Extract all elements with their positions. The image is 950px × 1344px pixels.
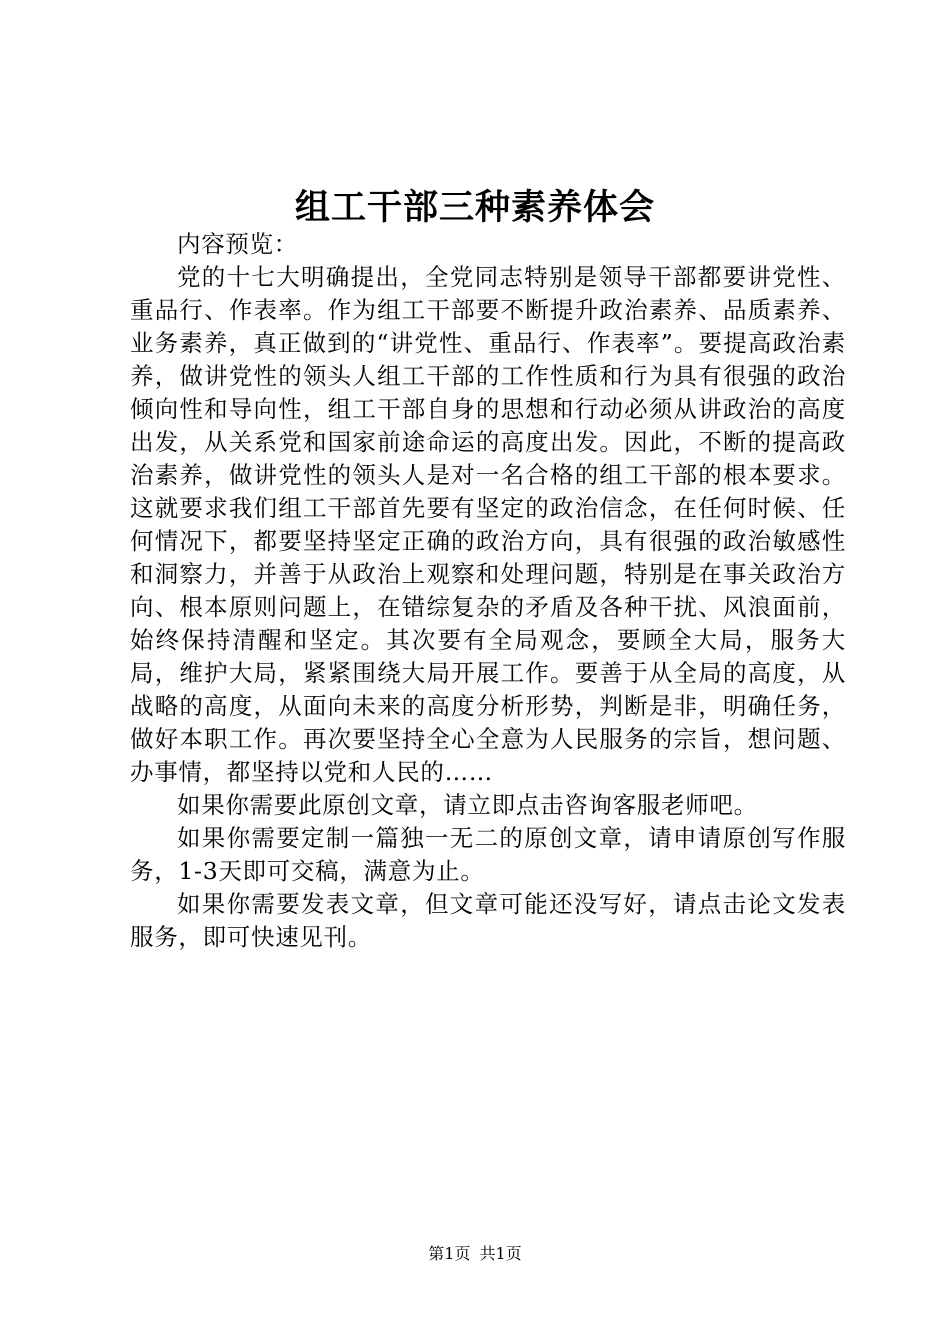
document-content (130, 228, 846, 954)
body-paragraph: 党的十七大明确提出，全党同志特别是领导干部都要讲党性、重品行、作表率。作为组工干部要不断提升政治素养、品质素养、业务素养，真正做到的“讲党性、重品行、作表率”。要提高政治素养，做讲党性的领头人组工干部的工作性质和行为具有很强的政治倾向性和导向性，组工干部自身的思想和行动必须从讲政治的高度出发，从关系党和国家前途命运的高度出发。因此，不断的提高政治素养，做讲党性的领头人是对一名合格的组工干部的根本要求。这就要求我们组工干部首先要有坚定的政治信念，在任何时候、任何情况下，都要坚持坚定正确的政治方向，具有很强的政治敏感性和洞察力，并善于从政治上观察和处理问题，特别是在事关政治方向、根本原则问题上，在错综复杂的矛盾及各种干扰、风浪面前，始终保持清醒和坚定。其次要有全局观念，要顾全大局，服务大局，维护大局，紧紧围绕大局开展工作。要善于从全局的高度，从战略的高度，从面向未来的高度分析形势，判断是非，明确任务，做好本职工作。再次要坚持全心全意为人民服务的宗旨，想问题、办事情，都坚持以党和人民的…… (130, 263, 846, 786)
document-title: 组工干部三种素养体会 (294, 187, 655, 228)
page-number-current: 第1页 (428, 1244, 471, 1263)
page-footer (0, 1243, 950, 1265)
preview-label: 内容预览： (177, 230, 298, 258)
notice-consult: 如果你需要此原创文章，请立即点击咨询客服老师吧。 (177, 791, 758, 819)
page-number-total: 共1页 (479, 1244, 522, 1263)
notice-publishing: 如果你需要发表文章，但文章可能还没写好，请点击论文发表服务，即可快速见刊。 (130, 890, 846, 951)
notice-custom-writing: 如果你需要定制一篇独一无二的原创文章，请申请原创写作服务，1-3天即可交稿，满意为止。 (130, 824, 846, 885)
